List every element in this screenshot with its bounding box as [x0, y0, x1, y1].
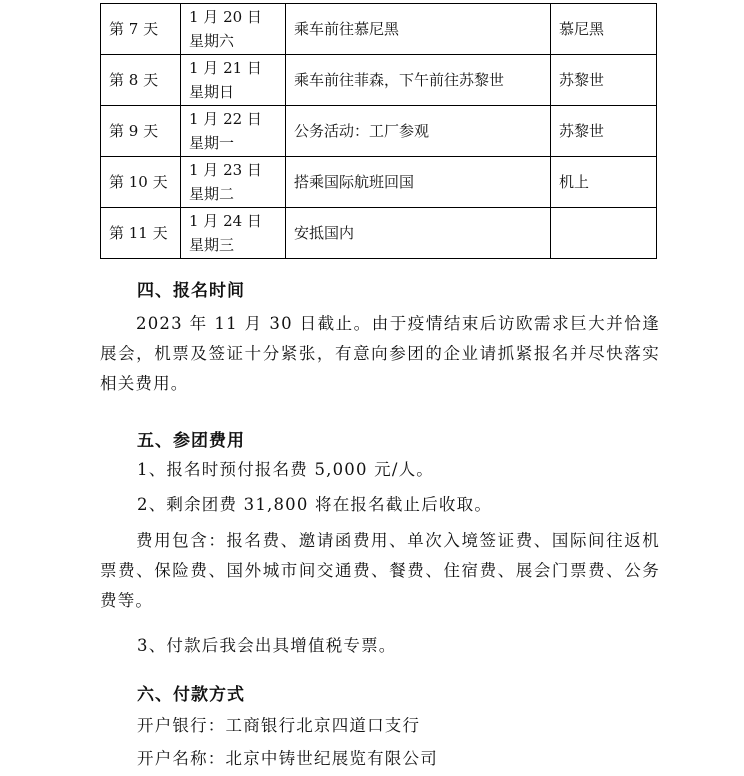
account-name-line: 开户名称：北京中铸世纪展览有限公司 [137, 749, 438, 768]
date-text: 1 月 20 日 [189, 8, 262, 26]
fee-item-3: 3、付款后我会出具增值税专票。 [137, 636, 397, 655]
table-row [101, 157, 657, 208]
stay-cell: 苏黎世 [551, 106, 657, 157]
activity-cell: 安抵国内 [286, 208, 551, 259]
day-cell: 第 7 天 [101, 4, 181, 55]
weekday-text: 星期一 [189, 134, 235, 152]
day-cell: 第 9 天 [101, 106, 181, 157]
section-heading-fees: 五、参团费用 [137, 431, 245, 451]
fee-includes-paragraph: 费用包含：报名费、邀请函费用、单次入境签证费、国际间往返机票费、保险费、国外城市间交通费、餐费、住宿费、展会门票费、公务费等。 [100, 531, 660, 610]
weekday-text: 星期六 [189, 32, 235, 50]
fee-item-1: 1、报名时预付报名费 5,000 元/人。 [137, 460, 434, 479]
table-row [101, 4, 657, 55]
fee-item-2: 2、剩余团费 31,800 将在报名截止后收取。 [137, 495, 493, 514]
table-row [101, 208, 657, 259]
table-row [101, 55, 657, 106]
day-cell: 第 11 天 [101, 208, 181, 259]
bank-line: 开户银行：工商银行北京四道口支行 [137, 716, 421, 735]
date-text: 1 月 21 日 [189, 59, 262, 77]
date-cell [181, 157, 286, 208]
day-cell: 第 8 天 [101, 55, 181, 106]
date-text: 1 月 22 日 [189, 110, 262, 128]
date-cell [181, 4, 286, 55]
registration-paragraph: 2023 年 11 月 30 日截止。由于疫情结束后访欧需求巨大并恰逢展会，机票及签证十分紧张，有意向参团的企业请抓紧报名并尽快落实相关费用。 [100, 314, 660, 393]
weekday-text: 星期三 [189, 236, 235, 254]
activity-cell: 公务活动：工厂参观 [286, 106, 551, 157]
weekday-text: 星期二 [189, 185, 235, 203]
activity-cell: 搭乘国际航班回国 [286, 157, 551, 208]
section-heading-payment: 六、付款方式 [137, 685, 245, 705]
activity-cell: 乘车前往菲森，下午前往苏黎世 [286, 55, 551, 106]
date-text: 1 月 23 日 [189, 161, 262, 179]
day-cell: 第 10 天 [101, 157, 181, 208]
stay-cell: 机上 [551, 157, 657, 208]
itinerary-table [100, 3, 657, 259]
stay-cell: 苏黎世 [551, 55, 657, 106]
date-cell [181, 55, 286, 106]
stay-cell [551, 208, 657, 259]
date-cell [181, 106, 286, 157]
activity-cell: 乘车前往慕尼黑 [286, 4, 551, 55]
section-heading-registration: 四、报名时间 [137, 281, 245, 301]
date-cell [181, 208, 286, 259]
table-row [101, 106, 657, 157]
date-text: 1 月 24 日 [189, 212, 262, 230]
weekday-text: 星期日 [189, 83, 235, 101]
stay-cell: 慕尼黑 [551, 4, 657, 55]
